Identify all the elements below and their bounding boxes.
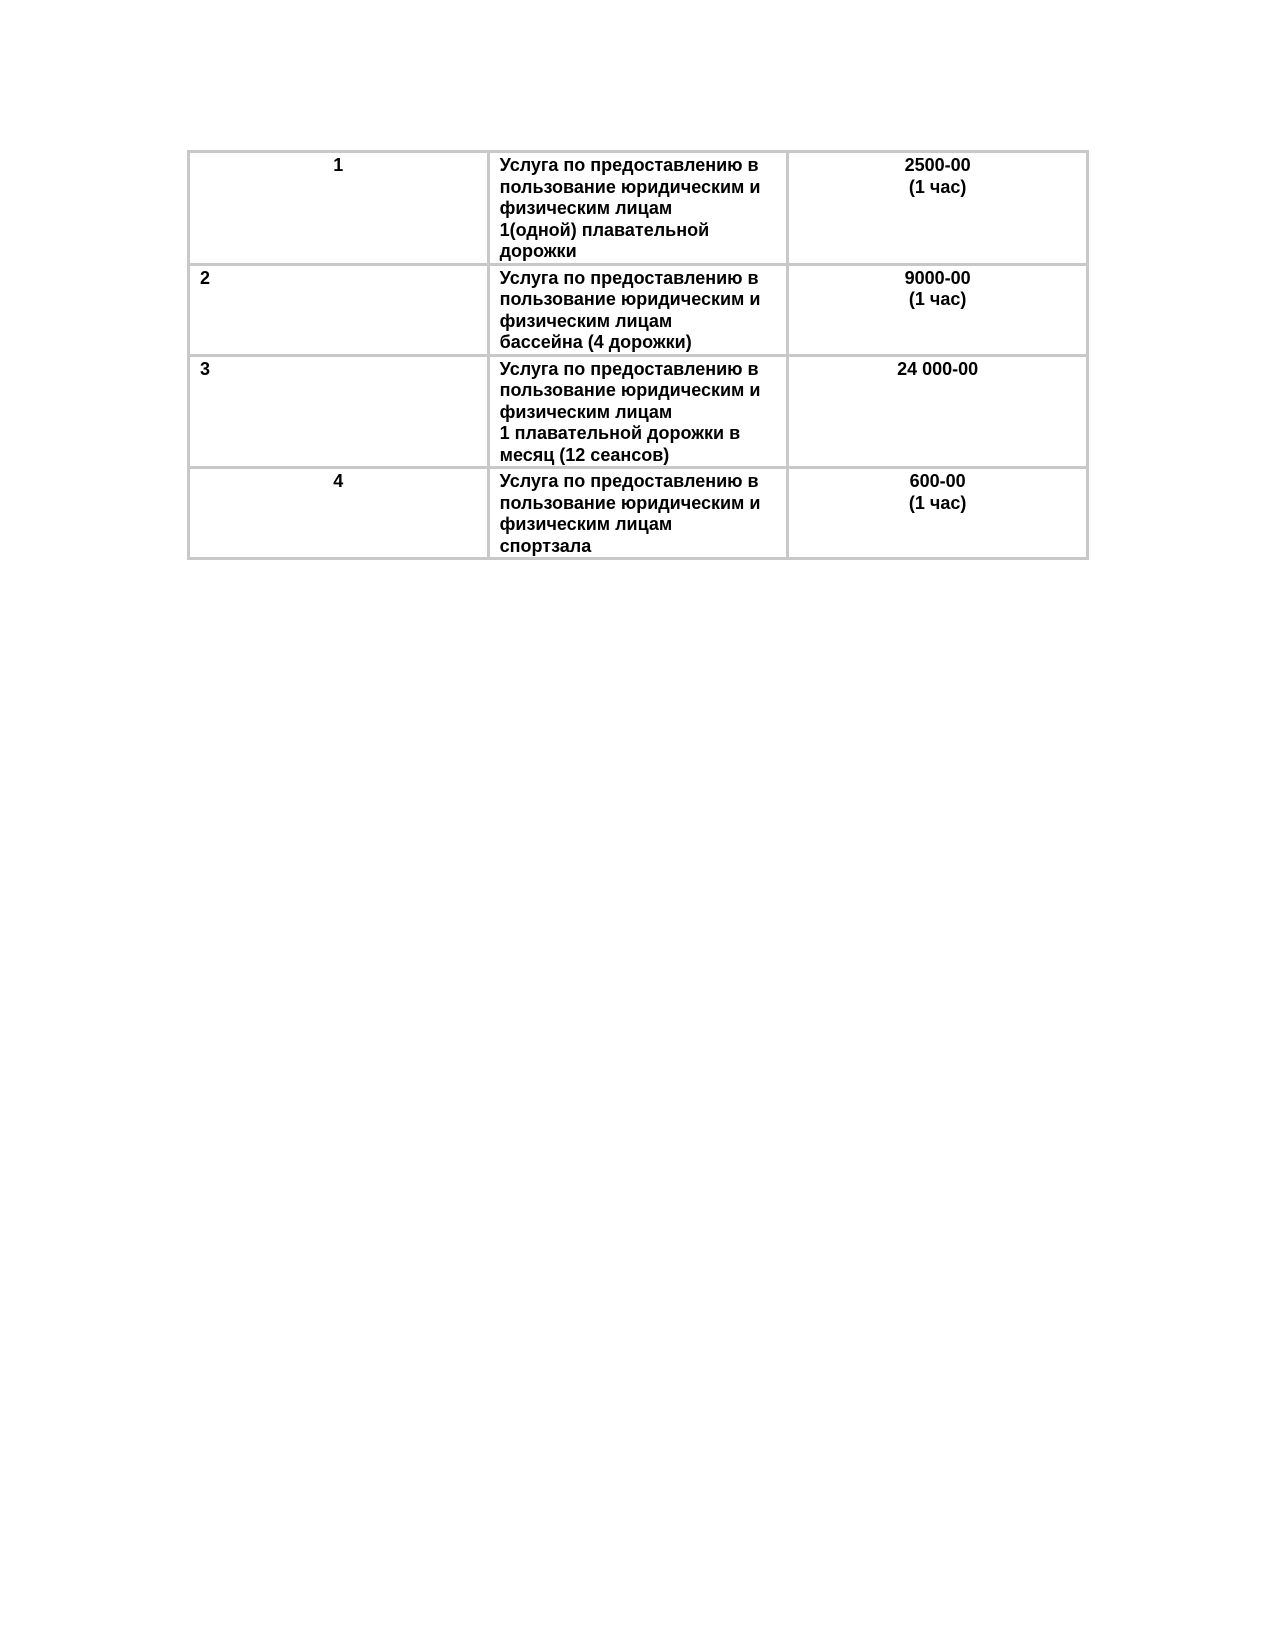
price-cell: [788, 355, 1088, 468]
service-description-line: 1(одной) плавательной: [499, 219, 710, 240]
row-number-cell: [189, 264, 489, 355]
service-description-line: пользование юридическим и: [499, 176, 761, 197]
row-number: 2: [200, 267, 211, 288]
service-description-line: физическим лицам: [499, 198, 673, 218]
price-cell: [788, 152, 1088, 265]
row-number-cell: [189, 468, 489, 559]
service-description-line: физическим лицам: [499, 310, 673, 331]
row-number: 1: [333, 155, 344, 175]
price-line: 9000-00: [904, 267, 971, 288]
service-description-cell: [488, 468, 788, 559]
price-line: 24 000-00: [897, 358, 979, 379]
service-description-line: Услуга по предоставлению в: [499, 358, 759, 379]
service-description-cell: [488, 152, 788, 265]
service-description-cell: [488, 355, 788, 468]
service-description-line: дорожки: [499, 241, 577, 261]
service-description-line: спортзала: [499, 535, 592, 556]
table-row: [189, 264, 1088, 355]
price-line: (1 час): [908, 176, 967, 197]
row-number-cell: [189, 355, 489, 468]
service-description-line: пользование юридическим и: [499, 380, 761, 400]
row-number: 4: [333, 471, 344, 491]
table-row: [189, 355, 1088, 468]
row-number-cell: [189, 152, 489, 265]
service-description-line: Услуга по предоставлению в: [499, 155, 759, 175]
price-table: [187, 150, 1089, 560]
service-description-line: 1 плавательной дорожки в: [499, 423, 741, 443]
service-description-line: физическим лицам: [499, 401, 673, 422]
price-line: (1 час): [908, 289, 967, 309]
service-description-cell: [488, 264, 788, 355]
price-cell: [788, 264, 1088, 355]
service-description-line: физическим лицам: [499, 514, 673, 534]
service-description-line: месяц (12 сеансов): [499, 444, 670, 465]
row-number: 3: [200, 358, 211, 379]
price-table-body: [189, 152, 1088, 559]
service-description-line: Услуга по предоставлению в: [499, 471, 759, 491]
service-description-line: Услуга по предоставлению в: [499, 267, 759, 288]
price-line: 600-00: [909, 471, 966, 491]
service-description-line: бассейна (4 дорожки): [499, 332, 692, 352]
price-line: 2500-00: [904, 155, 971, 175]
price-line: (1 час): [908, 492, 967, 513]
service-description-line: пользование юридическим и: [499, 289, 761, 309]
price-cell: [788, 468, 1088, 559]
table-row: [189, 152, 1088, 265]
service-description-line: пользование юридическим и: [499, 492, 761, 513]
table-row: [189, 468, 1088, 559]
